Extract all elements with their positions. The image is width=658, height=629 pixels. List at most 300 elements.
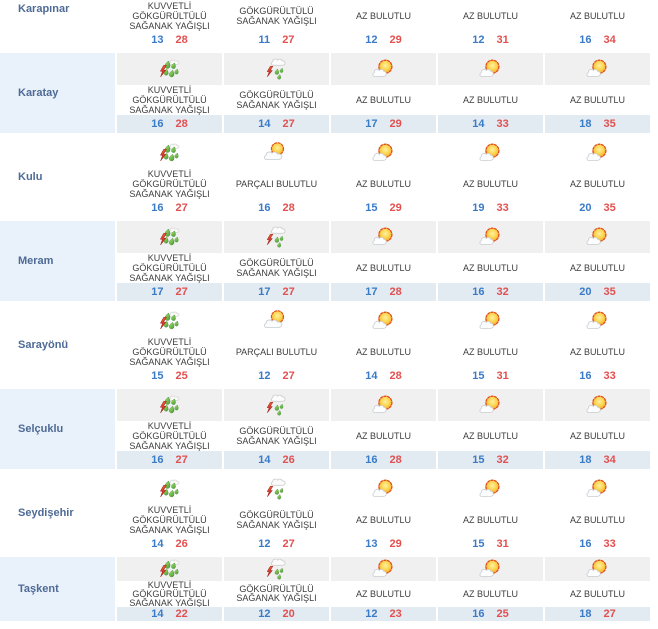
max-temp: 33 bbox=[603, 370, 616, 382]
temperature-band bbox=[331, 451, 436, 469]
condition-label: AZ BULUTLU bbox=[569, 430, 625, 441]
heavy-thunderstorm-icon bbox=[155, 140, 185, 166]
condition-band bbox=[224, 421, 329, 451]
condition-label: KUVVETLİ GÖKGÜRÜLTÜLÜ SAĞANAK YAĞIŞLI bbox=[129, 336, 210, 368]
icon-band bbox=[545, 137, 650, 169]
min-temp: 18 bbox=[579, 454, 592, 466]
min-temp: 16 bbox=[579, 538, 592, 550]
temperature-band bbox=[545, 31, 650, 49]
thunderstorm-icon bbox=[262, 476, 292, 502]
day-columns bbox=[117, 221, 650, 301]
condition-label: AZ BULUTLU bbox=[462, 94, 518, 105]
max-temp: 27 bbox=[175, 286, 188, 298]
icon-band bbox=[331, 221, 436, 253]
condition-band bbox=[224, 253, 329, 283]
temperature-band bbox=[545, 367, 650, 385]
temperature-band bbox=[545, 451, 650, 469]
condition-label: AZ BULUTLU bbox=[462, 514, 518, 525]
forecast-cell bbox=[438, 0, 543, 49]
table-row bbox=[0, 0, 650, 49]
max-temp: 27 bbox=[282, 34, 295, 46]
temperature-band bbox=[117, 367, 222, 385]
icon-band bbox=[545, 221, 650, 253]
forecast-cell bbox=[117, 557, 222, 621]
mostly-sunny-icon bbox=[476, 308, 506, 334]
table-row bbox=[0, 625, 650, 629]
forecast-cell bbox=[117, 137, 222, 217]
max-temp: 22 bbox=[175, 608, 188, 620]
min-temp: 16 bbox=[151, 118, 164, 130]
condition-band bbox=[438, 581, 543, 607]
day-columns bbox=[117, 0, 650, 49]
forecast-cell bbox=[224, 389, 329, 469]
mostly-sunny-icon bbox=[583, 556, 613, 582]
temperature-band bbox=[224, 199, 329, 217]
forecast-cell bbox=[438, 221, 543, 301]
icon-band bbox=[331, 625, 436, 629]
max-temp: 32 bbox=[496, 454, 509, 466]
temperature-band bbox=[545, 607, 650, 621]
max-temp: 27 bbox=[282, 538, 295, 550]
forecast-cell bbox=[331, 473, 436, 553]
icon-band bbox=[438, 625, 543, 629]
forecast-cell bbox=[224, 0, 329, 49]
icon-band bbox=[545, 557, 650, 581]
temperature-band bbox=[545, 115, 650, 133]
condition-band bbox=[331, 85, 436, 115]
condition-label: KUVVETLİ GÖKGÜRÜLTÜLÜ SAĞANAK YAĞIŞLI bbox=[129, 420, 210, 452]
forecast-cell bbox=[117, 53, 222, 133]
min-temp: 11 bbox=[258, 34, 271, 46]
icon-band bbox=[438, 137, 543, 169]
condition-label: PARÇALI BULUTLU bbox=[235, 346, 318, 357]
table-row bbox=[0, 53, 650, 133]
min-temp: 12 bbox=[472, 34, 485, 46]
temperature-band bbox=[224, 367, 329, 385]
icon-band bbox=[438, 221, 543, 253]
forecast-cell bbox=[331, 0, 436, 49]
condition-label: KUVVETLİ GÖKGÜRÜLTÜLÜ SAĞANAK YAĞIŞLI bbox=[129, 0, 210, 32]
max-temp: 27 bbox=[282, 286, 295, 298]
max-temp: 29 bbox=[389, 538, 402, 550]
forecast-cell bbox=[545, 557, 650, 621]
condition-band bbox=[331, 1, 436, 31]
max-temp: 34 bbox=[603, 34, 616, 46]
condition-band bbox=[331, 581, 436, 607]
icon-band bbox=[545, 305, 650, 337]
temperature-band bbox=[117, 535, 222, 553]
condition-label: AZ BULUTLU bbox=[569, 588, 625, 599]
condition-band bbox=[117, 253, 222, 283]
condition-label: AZ BULUTLU bbox=[462, 10, 518, 21]
day-columns bbox=[117, 53, 650, 133]
temperature-band bbox=[117, 451, 222, 469]
city-name[interactable]: Seydişehir bbox=[0, 473, 115, 553]
max-temp: 33 bbox=[496, 118, 509, 130]
condition-band bbox=[224, 85, 329, 115]
condition-band bbox=[545, 581, 650, 607]
condition-band bbox=[545, 421, 650, 451]
city-name[interactable]: Sarayönü bbox=[0, 305, 115, 385]
forecast-cell bbox=[117, 473, 222, 553]
min-temp: 12 bbox=[258, 370, 271, 382]
max-temp: 34 bbox=[603, 454, 616, 466]
condition-band bbox=[224, 169, 329, 199]
min-temp: 15 bbox=[472, 538, 485, 550]
temperature-band bbox=[224, 31, 329, 49]
day-columns bbox=[117, 305, 650, 385]
forecast-cell bbox=[545, 389, 650, 469]
icon-band bbox=[224, 389, 329, 421]
forecast-cell bbox=[224, 557, 329, 621]
forecast-cell bbox=[545, 625, 650, 629]
min-temp: 12 bbox=[258, 538, 271, 550]
condition-label: GÖKGÜRÜLTÜLÜ SAĞANAK YAĞIŞLI bbox=[236, 89, 317, 110]
condition-band bbox=[117, 169, 222, 199]
condition-label: AZ BULUTLU bbox=[355, 346, 411, 357]
temperature-band bbox=[331, 199, 436, 217]
icon-band bbox=[117, 221, 222, 253]
forecast-cell bbox=[545, 0, 650, 49]
forecast-cell bbox=[331, 557, 436, 621]
temperature-band bbox=[331, 535, 436, 553]
condition-label: AZ BULUTLU bbox=[462, 346, 518, 357]
partly-cloudy-icon bbox=[262, 308, 292, 334]
icon-band bbox=[224, 557, 329, 581]
condition-band bbox=[224, 581, 329, 607]
forecast-cell bbox=[545, 53, 650, 133]
forecast-cell bbox=[545, 305, 650, 385]
mostly-sunny-icon bbox=[583, 476, 613, 502]
city-name[interactable]: Selçuklu bbox=[0, 389, 115, 469]
max-temp: 33 bbox=[603, 538, 616, 550]
icon-band bbox=[438, 53, 543, 85]
condition-band bbox=[224, 1, 329, 31]
temperature-band bbox=[117, 115, 222, 133]
max-temp: 27 bbox=[603, 608, 616, 620]
condition-label: GÖKGÜRÜLTÜLÜ SAĞANAK YAĞIŞLI bbox=[236, 257, 317, 278]
icon-band bbox=[224, 53, 329, 85]
icon-band bbox=[331, 389, 436, 421]
city-name[interactable]: Karatay bbox=[0, 53, 115, 133]
temperature-band bbox=[224, 607, 329, 621]
icon-band bbox=[331, 473, 436, 505]
mostly-sunny-icon bbox=[476, 140, 506, 166]
day-columns bbox=[117, 625, 650, 629]
condition-label: GÖKGÜRÜLTÜLÜ SAĞANAK YAĞIŞLI bbox=[236, 584, 317, 603]
day-columns bbox=[117, 389, 650, 469]
min-temp: 14 bbox=[365, 370, 378, 382]
condition-band bbox=[438, 337, 543, 367]
temperature-band bbox=[331, 115, 436, 133]
icon-band bbox=[117, 137, 222, 169]
icon-band bbox=[331, 53, 436, 85]
mostly-sunny-icon bbox=[583, 56, 613, 82]
max-temp: 27 bbox=[175, 202, 188, 214]
forecast-cell bbox=[331, 53, 436, 133]
mostly-sunny-icon bbox=[476, 392, 506, 418]
min-temp: 12 bbox=[365, 34, 378, 46]
temperature-band bbox=[224, 283, 329, 301]
icon-band bbox=[331, 137, 436, 169]
icon-band bbox=[224, 137, 329, 169]
icon-band bbox=[117, 305, 222, 337]
max-temp: 25 bbox=[496, 608, 509, 620]
heavy-thunderstorm-icon bbox=[155, 476, 185, 502]
icon-band bbox=[438, 389, 543, 421]
temperature-band bbox=[438, 31, 543, 49]
mostly-sunny-icon bbox=[476, 476, 506, 502]
condition-band bbox=[331, 337, 436, 367]
partly-cloudy-icon bbox=[262, 140, 292, 166]
icon-band bbox=[117, 389, 222, 421]
min-temp: 12 bbox=[258, 608, 271, 620]
condition-label: AZ BULUTLU bbox=[355, 588, 411, 599]
max-temp: 23 bbox=[389, 608, 402, 620]
condition-label: AZ BULUTLU bbox=[462, 262, 518, 273]
day-columns bbox=[117, 137, 650, 217]
thunderstorm-icon bbox=[262, 224, 292, 250]
temperature-band bbox=[438, 451, 543, 469]
condition-label: AZ BULUTLU bbox=[355, 430, 411, 441]
min-temp: 18 bbox=[579, 608, 592, 620]
max-temp: 26 bbox=[175, 538, 188, 550]
condition-band bbox=[331, 505, 436, 535]
forecast-cell bbox=[331, 137, 436, 217]
condition-band bbox=[331, 169, 436, 199]
forecast-cell bbox=[224, 473, 329, 553]
min-temp: 17 bbox=[151, 286, 164, 298]
condition-label: KUVVETLİ GÖKGÜRÜLTÜLÜ SAĞANAK YAĞIŞLI bbox=[129, 84, 210, 116]
forecast-cell bbox=[545, 473, 650, 553]
condition-band bbox=[331, 253, 436, 283]
min-temp: 17 bbox=[365, 118, 378, 130]
max-temp: 35 bbox=[603, 202, 616, 214]
mostly-sunny-icon bbox=[476, 56, 506, 82]
max-temp: 29 bbox=[389, 34, 402, 46]
forecast-cell bbox=[117, 625, 222, 629]
min-temp: 15 bbox=[472, 454, 485, 466]
condition-label: AZ BULUTLU bbox=[462, 430, 518, 441]
mostly-sunny-icon bbox=[476, 224, 506, 250]
heavy-thunderstorm-icon bbox=[155, 556, 185, 582]
thunderstorm-icon bbox=[262, 392, 292, 418]
condition-label: AZ BULUTLU bbox=[569, 94, 625, 105]
min-temp: 13 bbox=[365, 538, 378, 550]
mostly-sunny-icon bbox=[369, 392, 399, 418]
icon-band bbox=[545, 473, 650, 505]
condition-band bbox=[545, 85, 650, 115]
max-temp: 28 bbox=[175, 34, 188, 46]
min-temp: 14 bbox=[472, 118, 485, 130]
city-name[interactable]: Meram bbox=[0, 221, 115, 301]
mostly-sunny-icon bbox=[369, 308, 399, 334]
mostly-sunny-icon bbox=[369, 224, 399, 250]
icon-band bbox=[438, 557, 543, 581]
min-temp: 16 bbox=[579, 34, 592, 46]
max-temp: 32 bbox=[496, 286, 509, 298]
icon-band bbox=[545, 389, 650, 421]
min-temp: 16 bbox=[151, 202, 164, 214]
min-temp: 16 bbox=[579, 370, 592, 382]
forecast-cell bbox=[117, 221, 222, 301]
city-name[interactable]: Kulu bbox=[0, 137, 115, 217]
condition-band bbox=[438, 421, 543, 451]
condition-label: GÖKGÜRÜLTÜLÜ SAĞANAK YAĞIŞLI bbox=[236, 5, 317, 26]
forecast-cell bbox=[224, 625, 329, 629]
icon-band bbox=[224, 625, 329, 629]
table-row bbox=[0, 221, 650, 301]
condition-label: AZ BULUTLU bbox=[569, 178, 625, 189]
thunderstorm-icon bbox=[262, 56, 292, 82]
temperature-band bbox=[545, 199, 650, 217]
max-temp: 29 bbox=[389, 202, 402, 214]
mostly-sunny-icon bbox=[369, 556, 399, 582]
heavy-thunderstorm-icon bbox=[155, 392, 185, 418]
condition-band bbox=[545, 253, 650, 283]
min-temp: 16 bbox=[258, 202, 271, 214]
forecast-cell bbox=[224, 137, 329, 217]
condition-band bbox=[545, 337, 650, 367]
temperature-band bbox=[545, 535, 650, 553]
icon-band bbox=[545, 53, 650, 85]
forecast-cell bbox=[438, 305, 543, 385]
forecast-cell bbox=[438, 389, 543, 469]
min-temp: 20 bbox=[579, 202, 592, 214]
table-row bbox=[0, 305, 650, 385]
city-name[interactable]: Taşkent bbox=[0, 557, 115, 621]
temperature-band bbox=[438, 367, 543, 385]
mostly-sunny-icon bbox=[583, 308, 613, 334]
icon-band bbox=[545, 625, 650, 629]
min-temp: 16 bbox=[151, 454, 164, 466]
icon-band bbox=[117, 625, 222, 629]
min-temp: 17 bbox=[258, 286, 271, 298]
max-temp: 31 bbox=[496, 34, 509, 46]
forecast-cell bbox=[438, 473, 543, 553]
condition-band bbox=[545, 505, 650, 535]
min-temp: 18 bbox=[579, 118, 592, 130]
icon-band bbox=[224, 221, 329, 253]
icon-band bbox=[117, 473, 222, 505]
min-temp: 15 bbox=[151, 370, 164, 382]
condition-label: AZ BULUTLU bbox=[355, 94, 411, 105]
forecast-cell bbox=[331, 625, 436, 629]
max-temp: 20 bbox=[282, 608, 295, 620]
condition-label: AZ BULUTLU bbox=[569, 10, 625, 21]
max-temp: 29 bbox=[389, 118, 402, 130]
max-temp: 35 bbox=[603, 118, 616, 130]
max-temp: 35 bbox=[603, 286, 616, 298]
forecast-cell bbox=[117, 389, 222, 469]
temperature-band bbox=[224, 535, 329, 553]
heavy-thunderstorm-icon bbox=[155, 308, 185, 334]
icon-band bbox=[224, 305, 329, 337]
mostly-sunny-icon bbox=[369, 56, 399, 82]
city-name[interactable]: Karapınar bbox=[0, 0, 115, 49]
condition-label: AZ BULUTLU bbox=[462, 178, 518, 189]
condition-label: KUVVETLİ GÖKGÜRÜLTÜLÜ SAĞANAK YAĞIŞLI bbox=[129, 579, 210, 608]
min-temp: 16 bbox=[472, 286, 485, 298]
forecast-cell bbox=[331, 305, 436, 385]
heavy-thunderstorm-icon bbox=[155, 224, 185, 250]
table-row bbox=[0, 473, 650, 553]
table-row bbox=[0, 557, 650, 621]
condition-band bbox=[438, 85, 543, 115]
max-temp: 25 bbox=[175, 370, 188, 382]
condition-label: KUVVETLİ GÖKGÜRÜLTÜLÜ SAĞANAK YAĞIŞLI bbox=[129, 252, 210, 284]
max-temp: 28 bbox=[389, 370, 402, 382]
condition-band bbox=[117, 337, 222, 367]
forecast-cell bbox=[545, 221, 650, 301]
min-temp: 20 bbox=[579, 286, 592, 298]
icon-band bbox=[117, 557, 222, 581]
temperature-band bbox=[331, 367, 436, 385]
min-temp: 16 bbox=[365, 454, 378, 466]
condition-label: AZ BULUTLU bbox=[355, 262, 411, 273]
min-temp: 14 bbox=[258, 454, 271, 466]
table-row bbox=[0, 389, 650, 469]
condition-label: AZ BULUTLU bbox=[462, 588, 518, 599]
condition-label: AZ BULUTLU bbox=[569, 346, 625, 357]
condition-label: AZ BULUTLU bbox=[355, 514, 411, 525]
forecast-cell bbox=[224, 305, 329, 385]
table-row bbox=[0, 137, 650, 217]
condition-band bbox=[545, 1, 650, 31]
temperature-band bbox=[438, 283, 543, 301]
temperature-band bbox=[117, 31, 222, 49]
temperature-band bbox=[438, 115, 543, 133]
max-temp: 31 bbox=[496, 538, 509, 550]
mostly-sunny-icon bbox=[583, 140, 613, 166]
min-temp: 15 bbox=[472, 370, 485, 382]
icon-band bbox=[117, 53, 222, 85]
day-columns bbox=[117, 473, 650, 553]
max-temp: 27 bbox=[282, 370, 295, 382]
min-temp: 13 bbox=[151, 34, 164, 46]
max-temp: 28 bbox=[389, 454, 402, 466]
temperature-band bbox=[331, 31, 436, 49]
forecast-cell bbox=[545, 137, 650, 217]
forecast-cell bbox=[224, 53, 329, 133]
min-temp: 15 bbox=[365, 202, 378, 214]
forecast-cell bbox=[331, 389, 436, 469]
condition-label: AZ BULUTLU bbox=[355, 178, 411, 189]
max-temp: 31 bbox=[496, 370, 509, 382]
condition-label: PARÇALI BULUTLU bbox=[235, 178, 318, 189]
temperature-band bbox=[224, 451, 329, 469]
condition-band bbox=[117, 505, 222, 535]
condition-band bbox=[438, 505, 543, 535]
temperature-band bbox=[117, 607, 222, 621]
condition-band bbox=[224, 505, 329, 535]
condition-label: KUVVETLİ GÖKGÜRÜLTÜLÜ SAĞANAK YAĞIŞLI bbox=[129, 168, 210, 200]
forecast-cell bbox=[438, 557, 543, 621]
max-temp: 27 bbox=[175, 454, 188, 466]
forecast-cell bbox=[117, 305, 222, 385]
forecast-cell bbox=[331, 221, 436, 301]
condition-label: GÖKGÜRÜLTÜLÜ SAĞANAK YAĞIŞLI bbox=[236, 425, 317, 446]
temperature-band bbox=[438, 535, 543, 553]
mostly-sunny-icon bbox=[476, 556, 506, 582]
max-temp: 27 bbox=[282, 118, 295, 130]
condition-band bbox=[117, 421, 222, 451]
condition-band bbox=[117, 1, 222, 31]
condition-band bbox=[438, 1, 543, 31]
max-temp: 28 bbox=[282, 202, 295, 214]
icon-band bbox=[438, 305, 543, 337]
min-temp: 17 bbox=[365, 286, 378, 298]
